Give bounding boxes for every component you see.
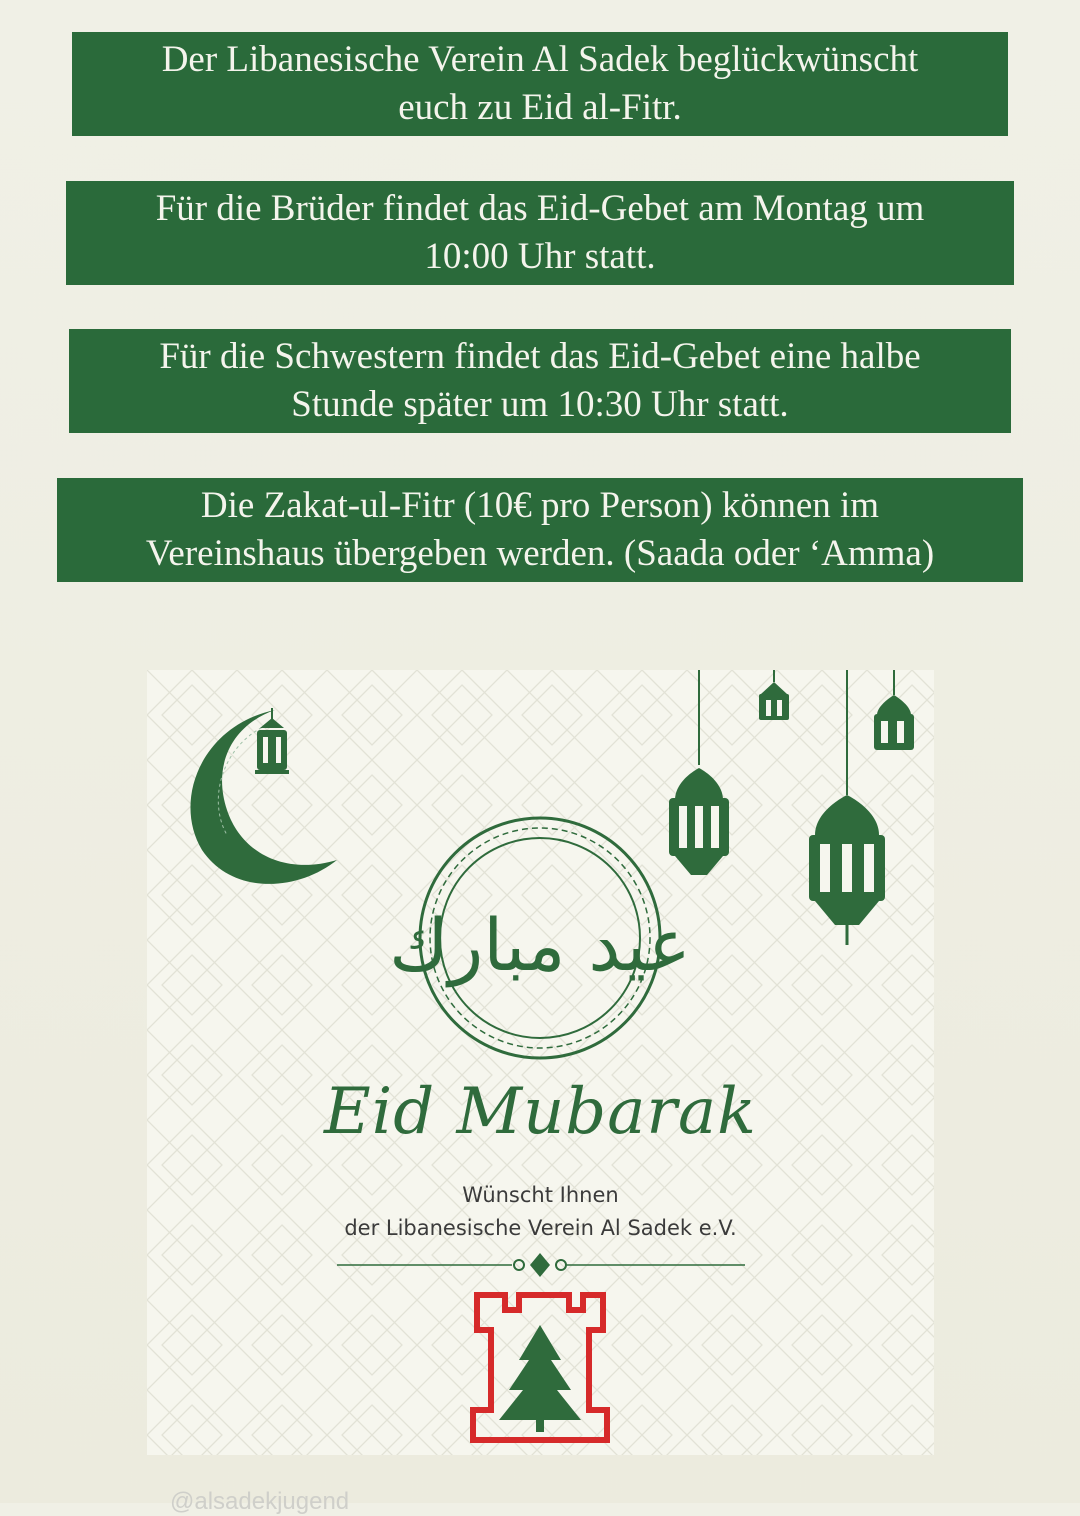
banner-sisters-line2: Stunde später um 10:30 Uhr statt. <box>291 384 789 425</box>
svg-text:عيد مبارك: عيد مبارك <box>389 903 691 987</box>
banner-sisters-line1: Für die Schwestern findet das Eid-Gebet eine halbe <box>159 336 921 377</box>
banner-brothers-line2: 10:00 Uhr statt. <box>424 236 656 277</box>
banner-greeting <box>72 32 1008 136</box>
banner-zakat <box>57 478 1023 582</box>
eid-greeting-card <box>147 670 934 1455</box>
banner-brothers-line1: Für die Brüder findet das Eid-Gebet am Montag um <box>155 188 925 229</box>
account-watermark: @alsadekjugend <box>170 1488 350 1515</box>
wish-line1: Wünscht Ihnen <box>462 1183 619 1207</box>
banner-brothers-prayer <box>66 181 1014 285</box>
banner-sisters-prayer <box>69 329 1011 433</box>
banner-greeting-line1: Der Libanesische Verein Al Sadek beglückwünscht <box>161 39 919 80</box>
banner-zakat-line2: Vereinshaus übergeben werden. (Saada oder ‘Amma) <box>145 533 935 574</box>
banner-greeting-line2: euch zu Eid al-Fitr. <box>398 87 682 128</box>
eid-mubarak-title: Eid Mubarak <box>324 1075 757 1149</box>
card-artwork <box>147 670 934 1455</box>
banner-zakat-line1: Die Zakat-ul-Fitr (10€ pro Person) können im <box>200 485 880 526</box>
wish-line2: der Libanesische Verein Al Sadek e.V. <box>344 1216 737 1240</box>
